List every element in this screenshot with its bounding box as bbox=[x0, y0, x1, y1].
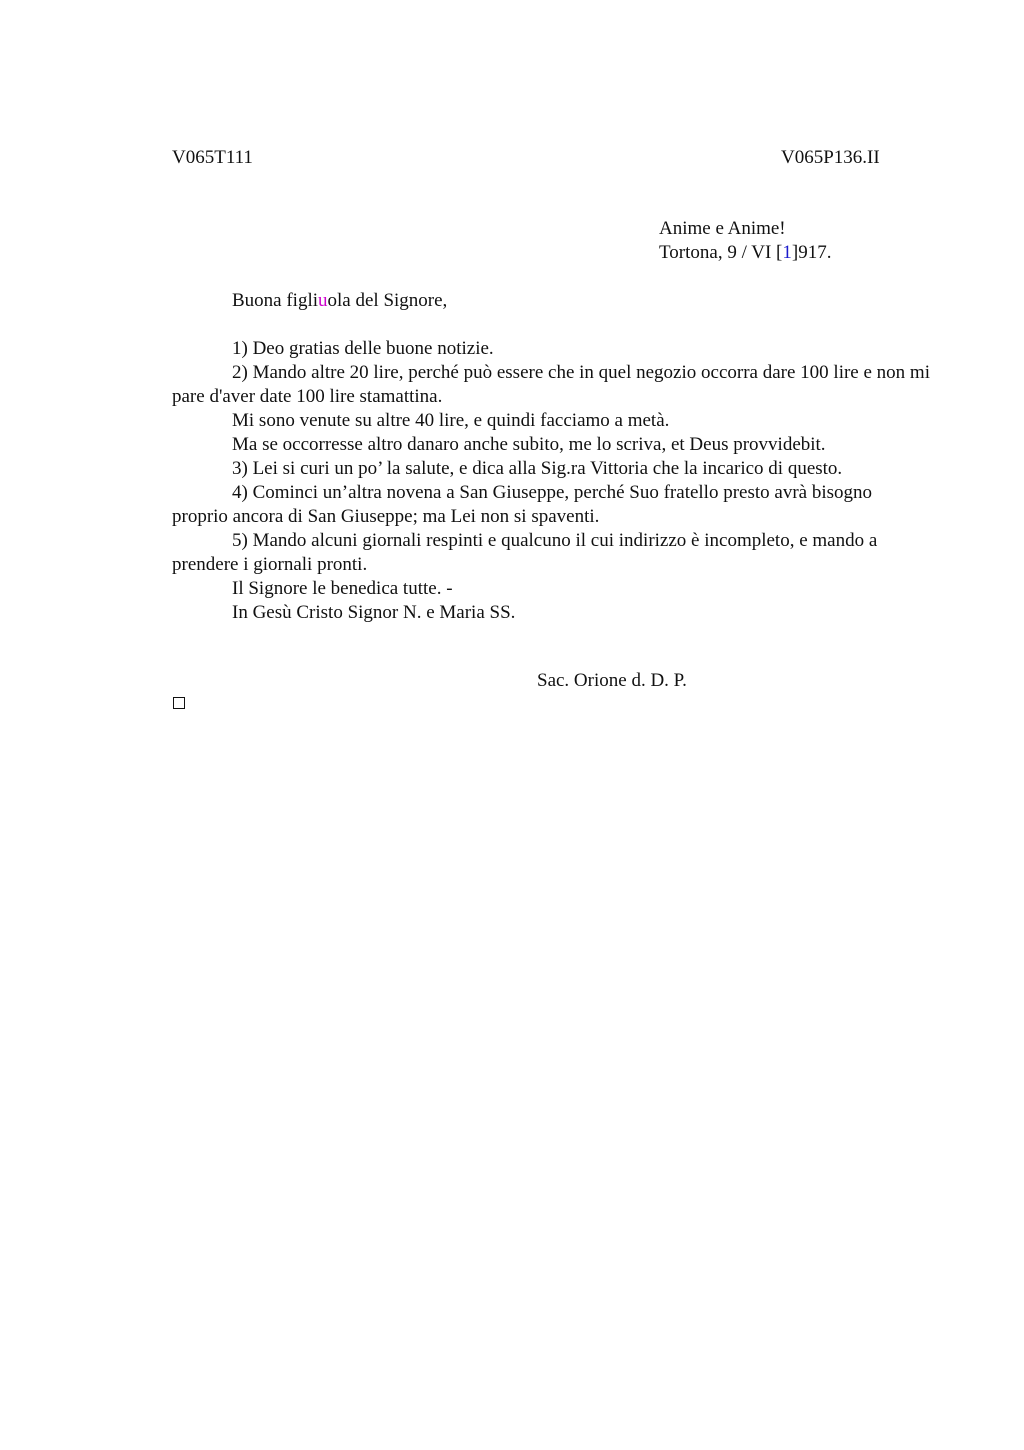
letter-salutation bbox=[232, 289, 447, 313]
letter-motto: Anime e Anime! bbox=[659, 218, 786, 239]
paragraph-8: Il Signore le benedica tutte. - bbox=[232, 578, 453, 599]
date-prefix: Tortona, 9 / VI [ bbox=[659, 242, 783, 263]
paragraph-1: 1) Deo gratias delle buone notizie. bbox=[232, 338, 494, 359]
salutation-after: ola del Signore, bbox=[327, 290, 448, 311]
document-code-right: V065P136.II bbox=[781, 147, 880, 168]
paragraph-5: 3) Lei si curi un po’ la salute, e dica alla Sig.ra Vittoria che la incarico di questo. bbox=[232, 458, 843, 479]
letter-date bbox=[659, 241, 831, 265]
paragraph-3: Mi sono venute su altre 40 lire, e quindi facciamo a metà. bbox=[232, 410, 670, 431]
letter-body bbox=[172, 337, 932, 625]
paragraph-4: Ma se occorresse altro danaro anche subito, me lo scriva, et Deus provvidebit. bbox=[232, 434, 826, 455]
salutation-highlight: u bbox=[318, 290, 328, 311]
empty-box-icon bbox=[173, 697, 185, 709]
paragraph-6: 4) Cominci un’altra novena a San Giuseppe, perché Suo fratello presto avrà bisogno proprio ancora di San Giuseppe; ma Lei non si spaventi. bbox=[172, 482, 873, 527]
document-code-left: V065T111 bbox=[172, 147, 253, 168]
date-bracketed-digit: 1 bbox=[782, 242, 792, 263]
paragraph-7: 5) Mando alcuni giornali respinti e qualcuno il cui indirizzo è incompleto, e mando a prendere i giornali pronti. bbox=[172, 530, 878, 575]
paragraph-9: In Gesù Cristo Signor N. e Maria SS. bbox=[232, 602, 516, 623]
salutation-before: Buona figli bbox=[232, 290, 319, 311]
letter-signature: Sac. Orione d. D. P. bbox=[537, 670, 687, 691]
paragraph-2: 2) Mando altre 20 lire, perché può essere che in quel negozio occorra dare 100 lire e non mi pare d'aver date 100 lire stamattina. bbox=[172, 362, 930, 407]
date-suffix: ]917. bbox=[791, 242, 832, 263]
